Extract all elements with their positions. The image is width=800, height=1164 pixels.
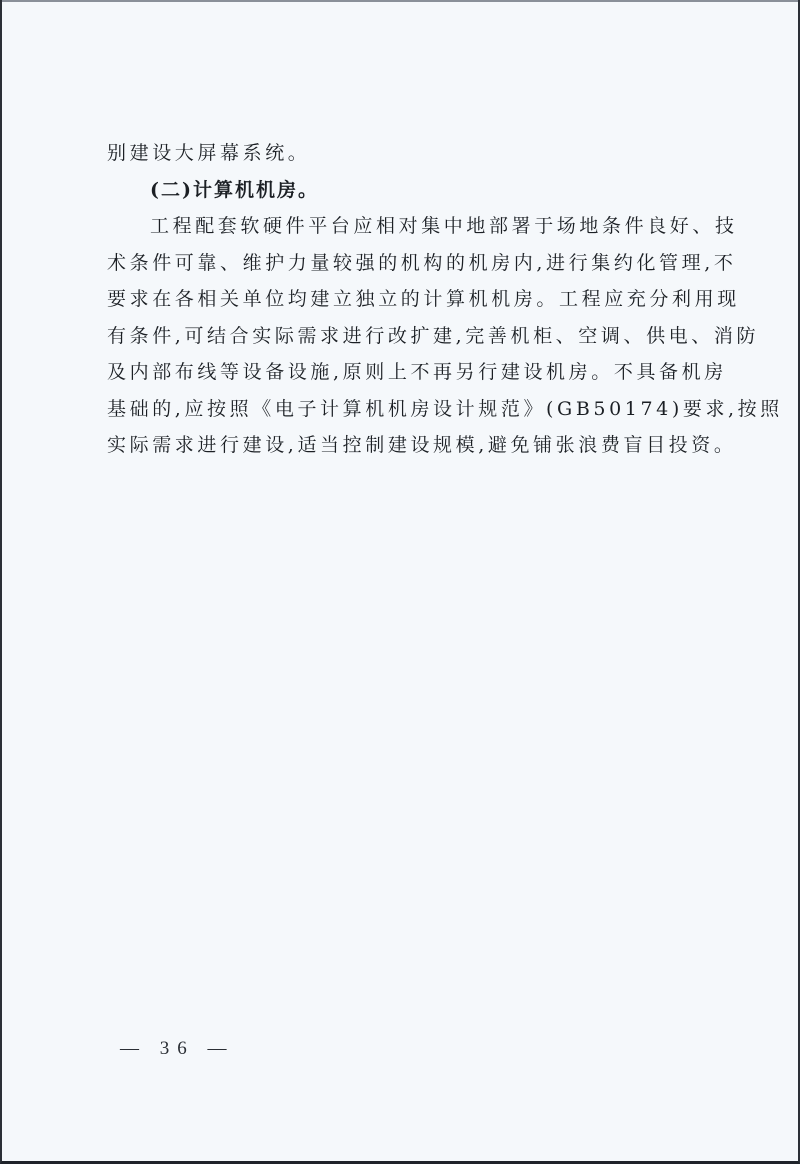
paragraph-line: 术条件可靠、维护力量较强的机构的机房内,进行集约化管理,不 bbox=[107, 251, 737, 274]
paragraph-line: 实际需求进行建设,适当控制建设规模,避免铺张浪费盲目投资。 bbox=[107, 434, 737, 456]
page-number: — 36 — bbox=[120, 1038, 235, 1059]
paragraph-line: 及内部布线等设备设施,原则上不再另行建设机房。不具备机房 bbox=[107, 361, 727, 383]
paragraph-line: 有条件,可结合实际需求进行改扩建,完善机柜、空调、供电、消防 bbox=[107, 324, 760, 347]
section-heading: (二)计算机机房。 bbox=[150, 178, 319, 201]
paragraph-continuation-line: 别建设大屏幕系统。 bbox=[107, 142, 311, 164]
paragraph-line: 工程配套软硬件平台应相对集中地部署于场地条件良好、技 bbox=[150, 215, 738, 237]
paragraph-line: 要求在各相关单位均建立独立的计算机机房。工程应充分利用现 bbox=[107, 288, 740, 310]
page-top-edge bbox=[2, 0, 798, 2]
body-text bbox=[107, 135, 783, 464]
paragraph-line: 基础的,应按照《电子计算机机房设计规范》(GB50174)要求,按照 bbox=[107, 397, 783, 420]
